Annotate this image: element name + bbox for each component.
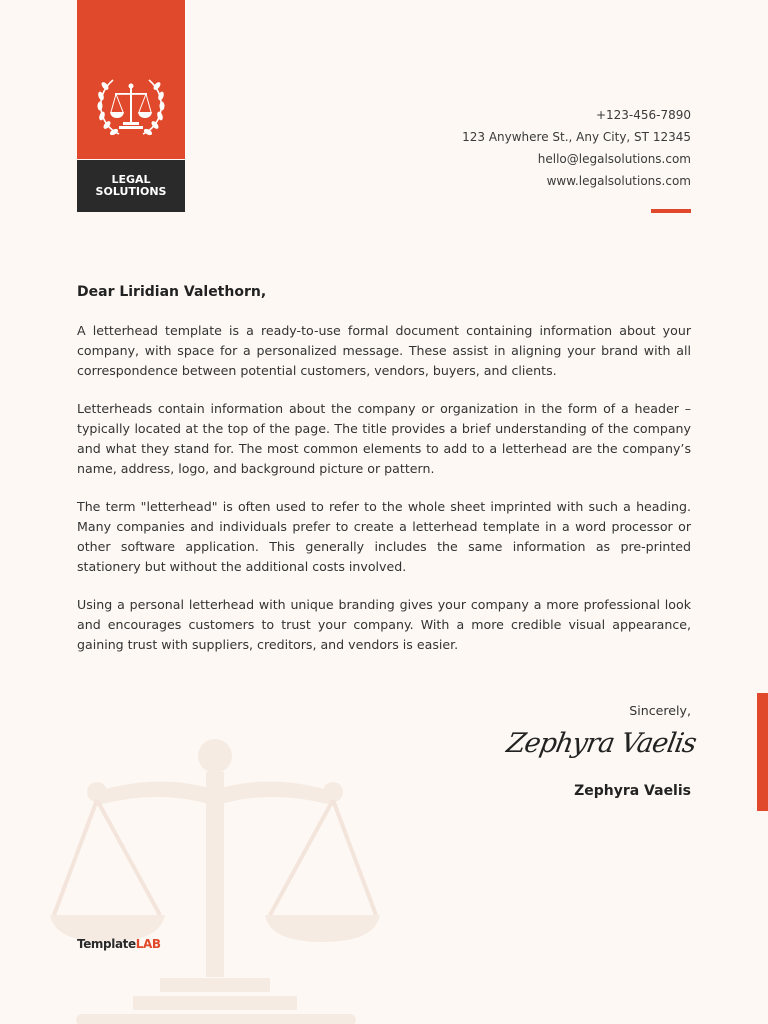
logo-line-2: SOLUTIONS <box>95 185 167 198</box>
letter-body <box>77 321 691 673</box>
paragraph-4: Using a personal letterhead with unique branding gives your company a more professional look and encourages customers to trust your company. With a more credible visual appearance, gaining trust with suppliers, creditors, and vendors is easier. <box>77 597 691 652</box>
logo-line-1: LEGAL <box>111 173 151 186</box>
company-logo <box>77 0 185 212</box>
handwritten-signature: Zephyra Vaelis <box>503 728 698 759</box>
templatelab-logo <box>77 937 161 951</box>
side-accent-bar <box>757 693 768 811</box>
contact-accent-line <box>651 209 691 213</box>
contact-website: www.legalsolutions.com <box>546 174 691 188</box>
signer-name: Zephyra Vaelis <box>574 783 691 799</box>
scales-of-justice-icon <box>40 730 390 1024</box>
contact-email: hello@legalsolutions.com <box>537 152 691 166</box>
brand-part-1: Template <box>77 937 136 951</box>
paragraph-2: Letterheads contain information about the company or organization in the form of a header – typically located at the top of the page. The title provides a brief understanding of the company and what they stand for. The most common elements to add to a letterhead are the company’s name, address, logo, and background picture or pattern. <box>77 401 691 476</box>
scales-laurel-icon <box>93 72 169 142</box>
contact-address: 123 Anywhere St., Any City, ST 12345 <box>462 130 691 144</box>
salutation: Dear Liridian Valethorn, <box>77 284 267 300</box>
paragraph-1: A letterhead template is a ready-to-use formal document containing information about your company, with space for a personalized message. These assist in aligning your brand with all correspondence between potential customers, vendors, buyers, and clients. <box>77 323 691 378</box>
paragraph-3: The term "letterhead" is often used to refer to the whole sheet imprinted with such a heading. Many companies and individuals prefer to create a letterhead template in a word processor or other software application. This generally includes the same information as pre-printed stationery but without the additional costs involved. <box>77 499 691 574</box>
contact-info <box>462 104 691 192</box>
brand-part-2: LAB <box>135 937 161 951</box>
contact-phone: +123-456-7890 <box>595 108 691 122</box>
logo-red-panel <box>77 0 185 159</box>
closing: Sincerely, <box>629 703 691 718</box>
logo-text-panel <box>77 160 185 212</box>
